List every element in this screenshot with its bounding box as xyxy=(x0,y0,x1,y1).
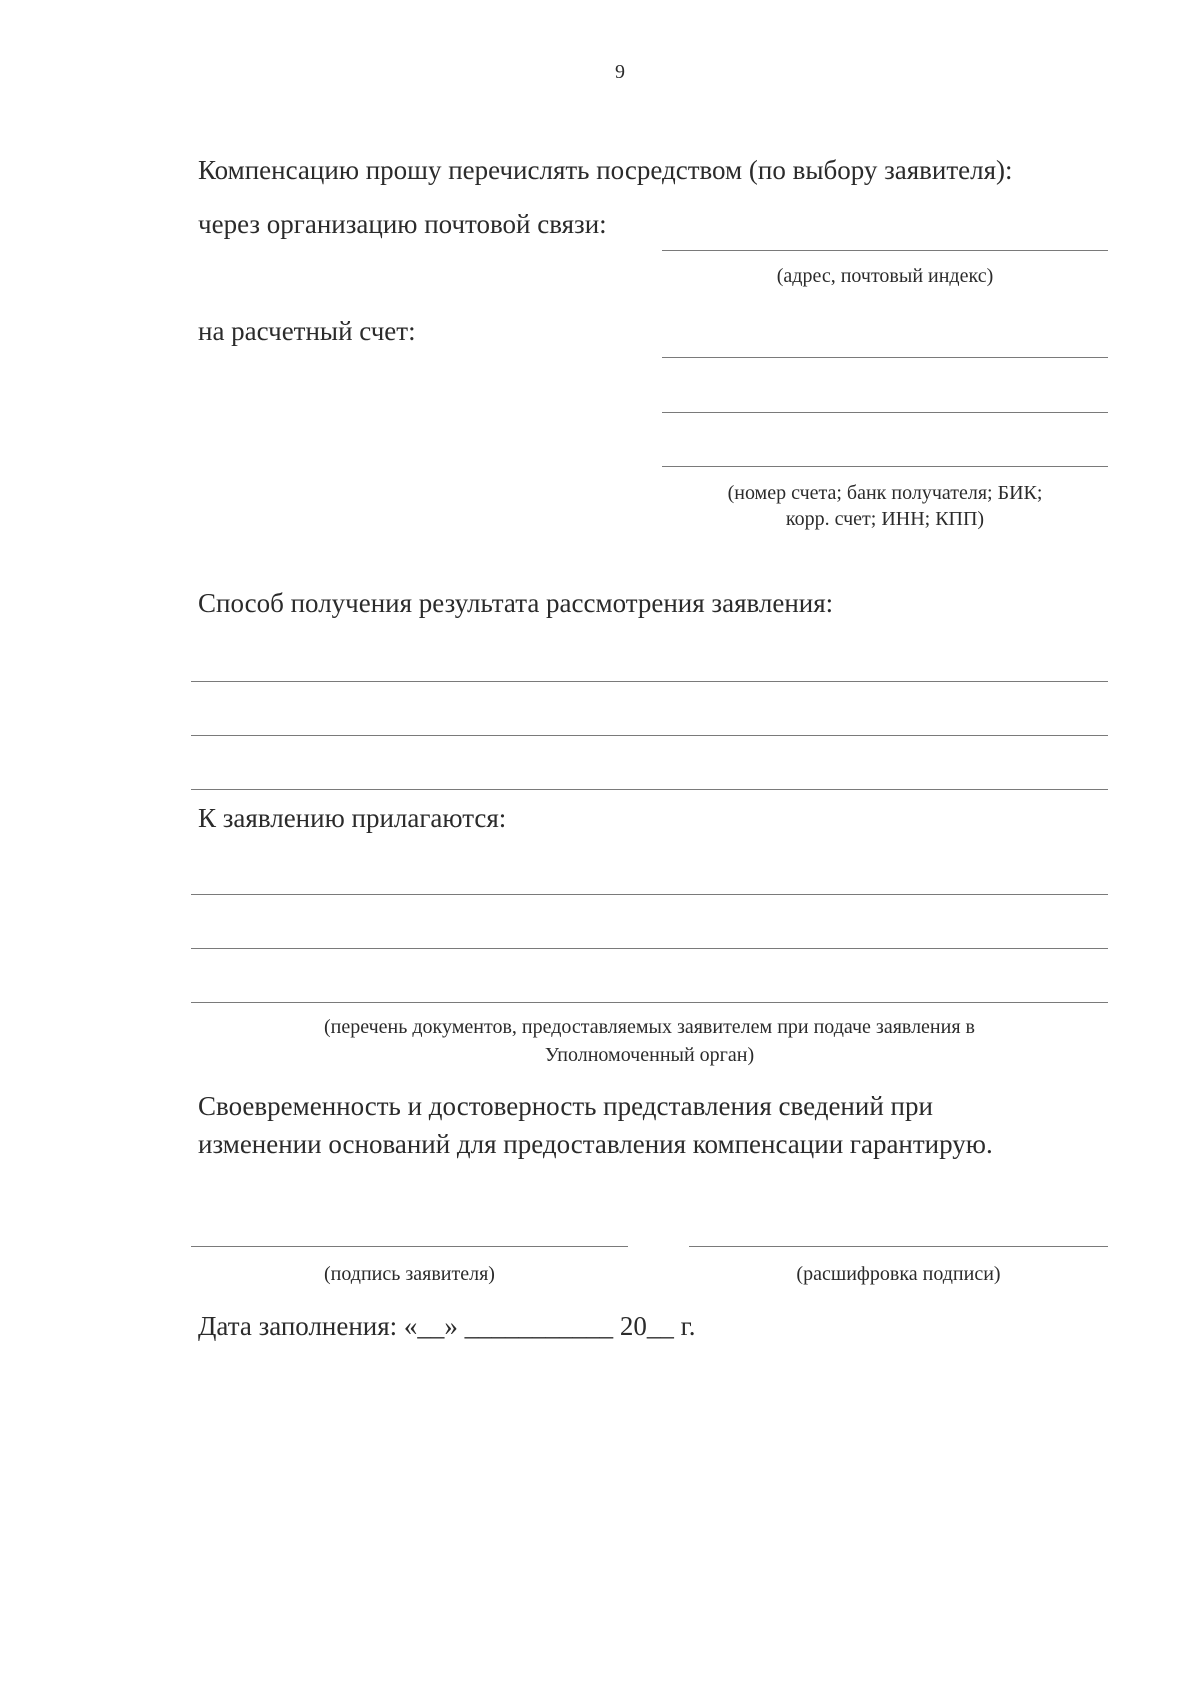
postal-address-field[interactable] xyxy=(662,250,1108,251)
result-method-label: Способ получения результата рассмотрения заявления: xyxy=(198,588,834,618)
account-hint-line-1: (номер счета; банк получателя; БИК; xyxy=(727,482,1043,504)
guarantee-line-2: изменении оснований для предоставления компенсации гарантирую. xyxy=(198,1129,993,1159)
attachments-hint-line-2: Уполномоченный орган) xyxy=(544,1044,755,1066)
signature-hint: (подпись заявителя) xyxy=(324,1263,495,1285)
account-field-line-2[interactable] xyxy=(662,412,1108,413)
account-field-line-3[interactable] xyxy=(662,466,1108,467)
signature-field[interactable] xyxy=(191,1246,628,1247)
attachments-field-line-3[interactable] xyxy=(191,1002,1108,1003)
attachments-field-line-2[interactable] xyxy=(191,948,1108,949)
account-field-line-1[interactable] xyxy=(662,357,1108,358)
attachments-field-line-1[interactable] xyxy=(191,894,1108,895)
page-number: 9 xyxy=(615,61,625,83)
result-method-field-line-1[interactable] xyxy=(191,681,1108,682)
account-label: на расчетный счет: xyxy=(198,316,416,346)
result-method-field-line-2[interactable] xyxy=(191,735,1108,736)
postal-hint: (адрес, почтовый индекс) xyxy=(776,265,994,287)
guarantee-line-1: Своевременность и достоверность представления сведений при xyxy=(198,1091,933,1121)
attachments-hint-line-1: (перечень документов, предоставляемых заявителем при подаче заявления в xyxy=(324,1016,975,1038)
account-hint-line-2: корр. счет; ИНН; КПП) xyxy=(785,508,985,530)
postal-label: через организацию почтовой связи: xyxy=(198,209,607,239)
fill-date: Дата заполнения: «__» ___________ 20__ г. xyxy=(198,1311,696,1341)
compensation-heading: Компенсацию прошу перечислять посредством (по выбору заявителя): xyxy=(198,155,1013,185)
decoding-hint: (расшифровка подписи) xyxy=(796,1263,1001,1285)
result-method-field-line-3[interactable] xyxy=(191,789,1108,790)
signature-decoding-field[interactable] xyxy=(689,1246,1108,1247)
attachments-label: К заявлению прилагаются: xyxy=(198,803,507,833)
